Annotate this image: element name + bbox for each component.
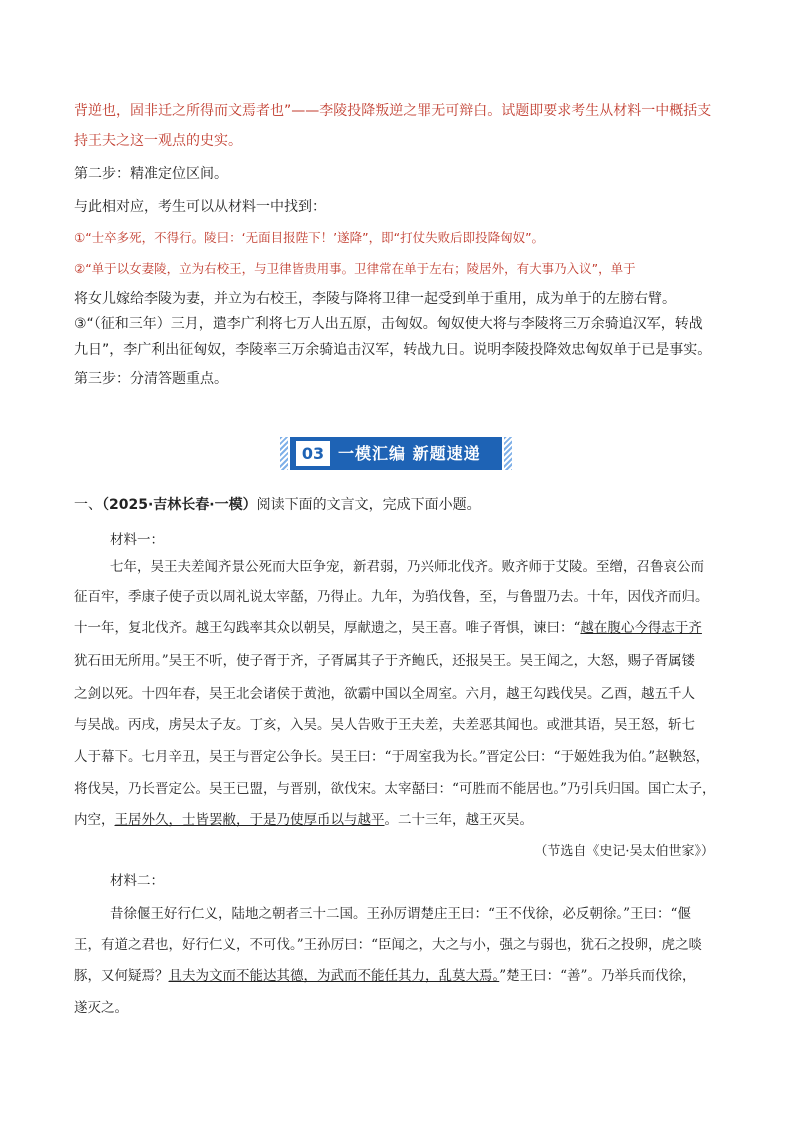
citation: （节选自《史记·吴太伯世家》） <box>534 844 714 859</box>
text-line: 之剑以死。十四年春，吴王北会诸侯于黄池，欲霸中国以全周室。六月，越王勾践伐吴。乙酉，越五千人 <box>74 686 695 702</box>
section-title: 一模汇编 新题速递 <box>338 444 481 463</box>
underlined-sentence: 且夫为文而不能达其德，为武而不能任其力，乱莫大焉。 <box>168 968 500 984</box>
text-line: 人于幕下。七月辛丑，吴王与晋定公争长。吴王曰：“于周室我为长。”晋定公曰：“于姬姓我为伯。”赵鞅怒， <box>74 749 710 765</box>
material-label: 材料二： <box>110 873 164 889</box>
text-segment: ”楚王曰：“善”。乃举兵而伐徐， <box>499 968 696 984</box>
evidence-item: 九日”，李广利出征匈奴，李陵率三万余骑追击汉军，转战九日。说明李陵投降效忠匈奴单于已是事实。 <box>74 342 712 358</box>
underlined-sentence: 越在腹心今得志于齐 <box>580 620 702 636</box>
banner-stripes-left <box>280 437 288 470</box>
text-line: 七年，吴王夫差闻齐景公死而大臣争宠，新君弱，乃兴师北伐齐。败齐师于艾陵。至缯，召鲁哀公而 <box>110 559 704 575</box>
text-segment: 内空， <box>74 812 115 828</box>
text-line: 遂灭之。 <box>74 1000 128 1016</box>
step-heading: 第三步：分清答题重点。 <box>74 371 228 387</box>
evidence-item: ②“单于以女妻陵，立为右校王，与卫律皆贵用事。卫律常在单于左右；陵居外，有大事乃入议”，单于 <box>74 261 636 276</box>
underlined-sentence: 王居外久，士皆罢敝，于是乃使厚币以与越平 <box>114 812 385 828</box>
text-line: 征百牢，季康子使子贡以周礼说太宰嚭，乃得止。九年，为驺伐鲁，至，与鲁盟乃去。十年，因伐齐而归。 <box>74 589 709 605</box>
text-segment: 豚，又何疑焉？ <box>74 968 169 984</box>
banner-stripes-right <box>504 437 512 470</box>
analysis-line: 背逆也，固非迁之所得而文焉者也”——李陵投降叛逆之罪无可辩白。试题即要求考生从材料一中概括支 <box>74 103 712 119</box>
material-label: 材料一： <box>110 532 164 548</box>
text-line: 与吴战。丙戌，虏吴太子友。丁亥，入吴。吴人告败于王夫差，夫差恶其闻也。或泄其语，吴王怒，斩七 <box>74 717 695 733</box>
text-segment: 十一年，复北伐齐。越王勾践率其众以朝吴，厚献遗之，吴王喜。唯子胥惧，谏曰：“ <box>74 620 581 636</box>
text-line <box>74 966 695 986</box>
step-heading: 第二步：精准定位区间。 <box>74 166 228 182</box>
evidence-item: ①“士卒多死，不得行。陵曰：‘无面目报陛下！’遂降”，即“打仗失败后即投降匈奴”。 <box>74 230 545 245</box>
question-header <box>74 495 481 515</box>
evidence-item: ③“（征和三年）三月，遣李广利将七万人出五原，击匈奴。匈奴使大将与李陵将三万余骑追汉军，转战 <box>74 316 703 332</box>
section-number: 03 <box>296 441 330 466</box>
analysis-line: 持王夫之这一观点的史实。 <box>74 133 242 149</box>
text-segment: 。二十三年，越王灭吴。 <box>384 812 533 828</box>
text-line <box>74 618 702 638</box>
text-line: 昔徐偃王好行仁义，陆地之朝者三十二国。王孙厉谓楚庄王曰：“王不伐徐，必反朝徐。”王曰：“偃 <box>110 906 691 922</box>
section-banner <box>290 437 502 470</box>
text-line: 犹石田无所用。”吴王不听，使子胥于齐，子胥属其子于齐鲍氏，还报吴王。吴王闻之，大怒，赐子胥属镂 <box>74 653 696 669</box>
question-instruction: 阅读下面的文言文，完成下面小题。 <box>256 497 481 513</box>
text-line: 将伐吴，乃长晋定公。吴王已盟，与晋别，欲伐宋。太宰嚭曰：“可胜而不能居也。”乃引兵归国。国亡太子， <box>74 781 716 797</box>
text-line: 王，有道之君也，好行仁义，不可伐。”王孙厉曰：“臣闻之，大之与小，强之与弱也，犹石之投卵，虎之啖 <box>74 937 703 953</box>
analysis-line: 与此相对应，考生可以从材料一中找到： <box>74 199 326 215</box>
text-line <box>74 810 533 830</box>
question-number: 一、 <box>74 497 102 513</box>
question-source: （2025·吉林长春·一模） <box>102 497 257 513</box>
evidence-item: 将女儿嫁给李陵为妻，并立为右校王，李陵与降将卫律一起受到单于重用，成为单于的左膀右臂。 <box>74 291 676 307</box>
